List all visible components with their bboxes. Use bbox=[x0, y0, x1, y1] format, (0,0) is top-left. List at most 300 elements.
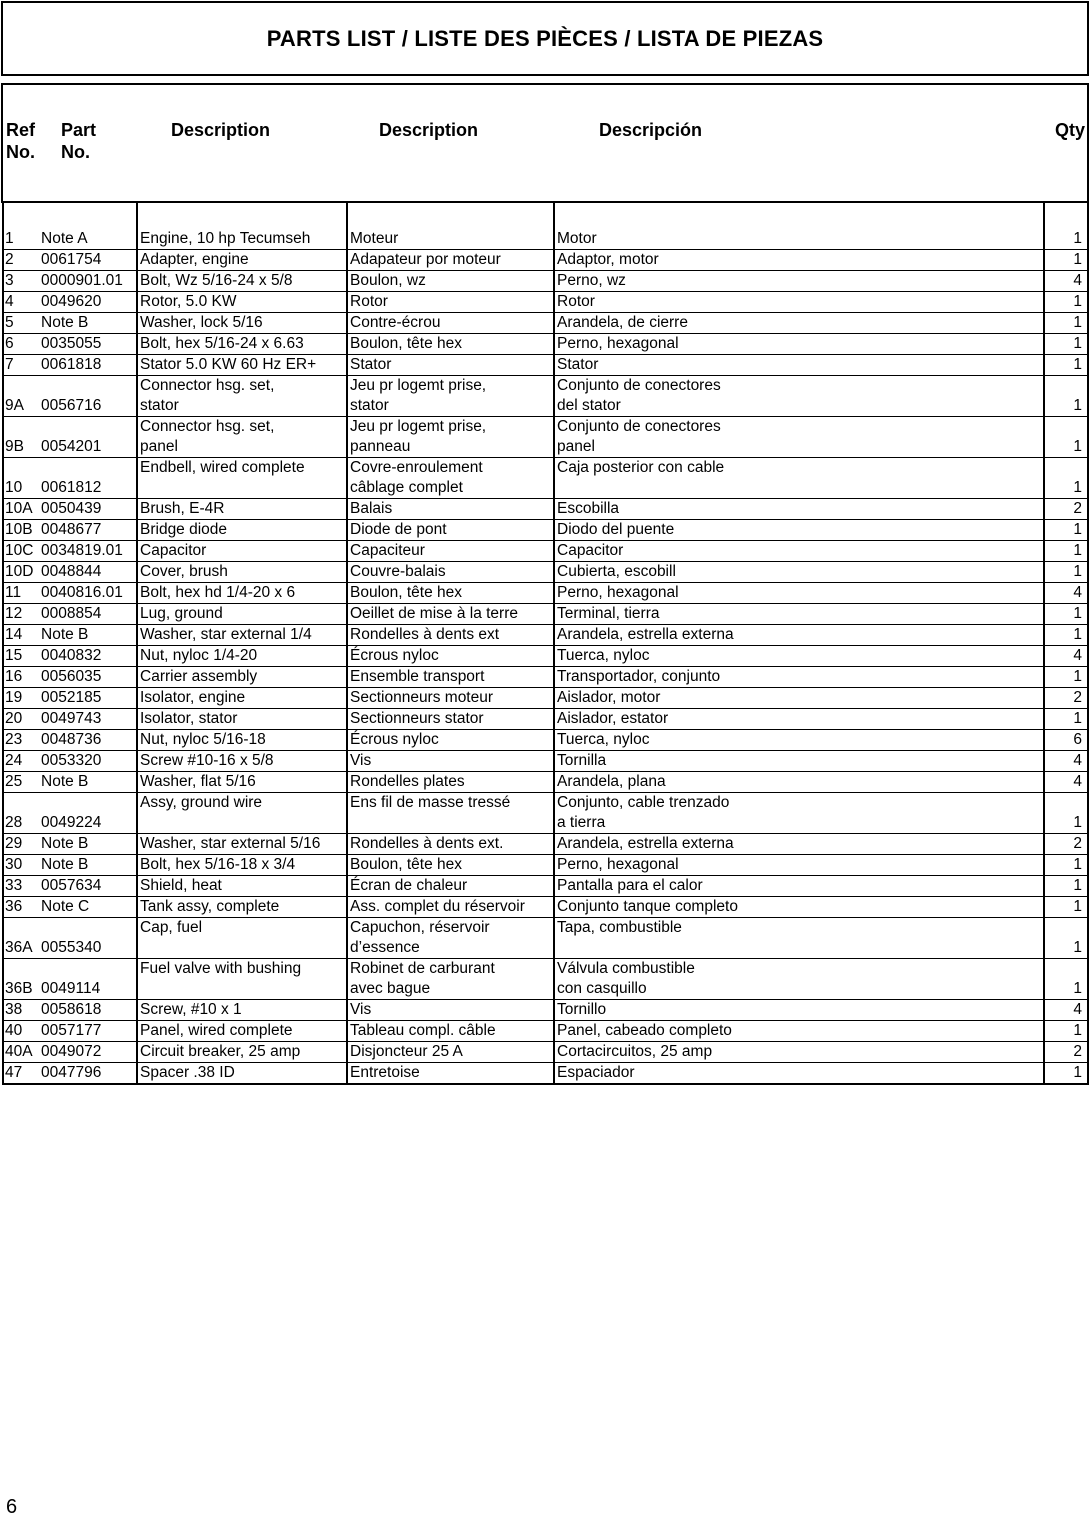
description-es-line: Adaptor, motor bbox=[557, 251, 659, 268]
description-fr bbox=[347, 646, 554, 667]
ref-number: 3 bbox=[3, 271, 39, 292]
description-en-line: Carrier assembly bbox=[140, 668, 258, 685]
part-number: 0049072 bbox=[39, 1042, 137, 1063]
description-es bbox=[554, 292, 1044, 313]
description-es-line: Arandela, estrella externa bbox=[557, 835, 734, 852]
quantity: 6 bbox=[1044, 730, 1088, 751]
part-number: 0049114 bbox=[39, 959, 137, 1000]
description-en bbox=[137, 604, 347, 625]
description-fr bbox=[347, 834, 554, 855]
quantity: 1 bbox=[1044, 458, 1088, 499]
ref-number: 1 bbox=[3, 229, 39, 250]
description-es bbox=[554, 417, 1044, 458]
description-es-line: Tapa, combustible bbox=[557, 919, 682, 936]
part-number: 0057634 bbox=[39, 876, 137, 897]
part-number: 0061812 bbox=[39, 458, 137, 499]
quantity: 1 bbox=[1044, 959, 1088, 1000]
quantity: 1 bbox=[1044, 918, 1088, 959]
description-es bbox=[554, 313, 1044, 334]
part-number: Note B bbox=[39, 313, 137, 334]
description-fr bbox=[347, 520, 554, 541]
table-row bbox=[3, 897, 1088, 918]
column-header-box bbox=[1, 83, 1089, 203]
description-en bbox=[137, 229, 347, 250]
description-fr bbox=[347, 313, 554, 334]
description-en-line: Washer, star external 1/4 bbox=[140, 626, 312, 643]
description-es-line: Conjunto tanque completo bbox=[557, 898, 738, 915]
description-es bbox=[554, 583, 1044, 604]
description-en bbox=[137, 499, 347, 520]
description-en-line: Washer, flat 5/16 bbox=[140, 773, 256, 790]
header-description-fr: Description bbox=[379, 120, 479, 140]
description-en bbox=[137, 751, 347, 772]
ref-number: 10A bbox=[3, 499, 39, 520]
description-es-line: Tuerca, nyloc bbox=[557, 731, 650, 748]
description-es-line: Diodo del puente bbox=[557, 521, 675, 538]
description-fr bbox=[347, 772, 554, 793]
spacer-cell bbox=[554, 202, 1044, 229]
table-row bbox=[3, 458, 1088, 499]
table-row bbox=[3, 876, 1088, 897]
description-es bbox=[554, 458, 1044, 499]
description-fr-line: Disjoncteur 25 A bbox=[350, 1043, 463, 1060]
description-fr bbox=[347, 667, 554, 688]
table-row bbox=[3, 541, 1088, 562]
description-es-line: Válvula combustible bbox=[557, 960, 695, 977]
header-ref-line1: Ref bbox=[6, 120, 36, 140]
description-fr bbox=[347, 355, 554, 376]
description-fr bbox=[347, 376, 554, 417]
description-fr-line: Boulon, tête hex bbox=[350, 335, 463, 352]
description-es bbox=[554, 355, 1044, 376]
description-fr bbox=[347, 959, 554, 1000]
description-fr bbox=[347, 417, 554, 458]
ref-number: 12 bbox=[3, 604, 39, 625]
description-es-line: Cortacircuitos, 25 amp bbox=[557, 1043, 713, 1060]
quantity: 1 bbox=[1044, 376, 1088, 417]
description-fr-line: Rondelles à dents ext bbox=[350, 626, 500, 643]
description-fr-line: Écrous nyloc bbox=[350, 647, 439, 664]
quantity: 1 bbox=[1044, 897, 1088, 918]
part-number: 0040816.01 bbox=[39, 583, 137, 604]
description-en bbox=[137, 897, 347, 918]
part-number: 0034819.01 bbox=[39, 541, 137, 562]
part-number: Note B bbox=[39, 834, 137, 855]
table-row bbox=[3, 271, 1088, 292]
table-row bbox=[3, 918, 1088, 959]
quantity: 2 bbox=[1044, 499, 1088, 520]
table-row bbox=[3, 751, 1088, 772]
description-fr-line: Rondelles plates bbox=[350, 773, 465, 790]
description-en bbox=[137, 772, 347, 793]
description-en-line: Spacer .38 ID bbox=[140, 1064, 235, 1081]
part-number: 0061754 bbox=[39, 250, 137, 271]
part-number: 0035055 bbox=[39, 334, 137, 355]
description-es bbox=[554, 1063, 1044, 1085]
description-es-line: Motor bbox=[557, 230, 597, 247]
description-en bbox=[137, 334, 347, 355]
description-es-line: Perno, hexagonal bbox=[557, 584, 679, 601]
description-fr bbox=[347, 1042, 554, 1063]
ref-number: 38 bbox=[3, 1000, 39, 1021]
description-fr bbox=[347, 541, 554, 562]
description-en bbox=[137, 959, 347, 1000]
description-en bbox=[137, 625, 347, 646]
description-fr bbox=[347, 562, 554, 583]
description-en-line: Isolator, engine bbox=[140, 689, 246, 706]
description-fr-line: Robinet de carburant bbox=[350, 960, 495, 977]
quantity: 1 bbox=[1044, 855, 1088, 876]
table-row bbox=[3, 376, 1088, 417]
ref-number: 10D bbox=[3, 562, 39, 583]
description-es bbox=[554, 625, 1044, 646]
description-es-line: Perno, wz bbox=[557, 272, 626, 289]
part-number: 0050439 bbox=[39, 499, 137, 520]
description-es-line: Escobilla bbox=[557, 500, 620, 517]
description-en bbox=[137, 709, 347, 730]
description-fr-line: Contre-écrou bbox=[350, 314, 441, 331]
part-number: Note B bbox=[39, 625, 137, 646]
quantity: 1 bbox=[1044, 562, 1088, 583]
quantity: 4 bbox=[1044, 751, 1088, 772]
ref-number: 25 bbox=[3, 772, 39, 793]
ref-number: 30 bbox=[3, 855, 39, 876]
description-fr-line: Capaciteur bbox=[350, 542, 425, 559]
title-box bbox=[1, 1, 1089, 76]
table-row bbox=[3, 1021, 1088, 1042]
description-en bbox=[137, 688, 347, 709]
description-en bbox=[137, 855, 347, 876]
description-en-line bbox=[140, 813, 344, 833]
description-fr-line: avec bague bbox=[350, 980, 431, 997]
description-es bbox=[554, 897, 1044, 918]
description-fr bbox=[347, 271, 554, 292]
header-ref bbox=[6, 119, 35, 163]
description-fr-line: Boulon, tête hex bbox=[350, 856, 463, 873]
description-en-line bbox=[140, 938, 344, 958]
description-es-line: Caja posterior con cable bbox=[557, 459, 725, 476]
quantity: 1 bbox=[1044, 334, 1088, 355]
header-part bbox=[61, 119, 96, 163]
description-es bbox=[554, 855, 1044, 876]
ref-number: 16 bbox=[3, 667, 39, 688]
quantity: 1 bbox=[1044, 667, 1088, 688]
description-fr-line: Capuchon, réservoir bbox=[350, 919, 490, 936]
ref-number: 15 bbox=[3, 646, 39, 667]
description-fr bbox=[347, 730, 554, 751]
page-title: PARTS LIST / LISTE DES PIÈCES / LISTA DE PIEZAS bbox=[266, 25, 824, 51]
description-en bbox=[137, 313, 347, 334]
quantity: 4 bbox=[1044, 772, 1088, 793]
description-es-line: Pantalla para el calor bbox=[557, 877, 703, 894]
description-es-line: Panel, cabeado completo bbox=[557, 1022, 732, 1039]
description-es bbox=[554, 271, 1044, 292]
table-row bbox=[3, 499, 1088, 520]
description-fr-line: Couvre-balais bbox=[350, 563, 446, 580]
table-row bbox=[3, 292, 1088, 313]
table-row bbox=[3, 1042, 1088, 1063]
description-en-line: Capacitor bbox=[140, 542, 207, 559]
quantity: 4 bbox=[1044, 1000, 1088, 1021]
description-fr bbox=[347, 625, 554, 646]
description-en-line: Lug, ground bbox=[140, 605, 223, 622]
description-es-line: del stator bbox=[557, 397, 621, 414]
description-en-line: Rotor, 5.0 KW bbox=[140, 293, 237, 310]
ref-number: 23 bbox=[3, 730, 39, 751]
part-number: Note C bbox=[39, 897, 137, 918]
description-es-line: Aislador, estator bbox=[557, 710, 669, 727]
description-fr-line: Sectionneurs moteur bbox=[350, 689, 494, 706]
description-en-line bbox=[140, 478, 344, 498]
description-en bbox=[137, 292, 347, 313]
description-es bbox=[554, 709, 1044, 730]
description-es bbox=[554, 751, 1044, 772]
description-es bbox=[554, 834, 1044, 855]
description-es bbox=[554, 541, 1044, 562]
quantity: 1 bbox=[1044, 876, 1088, 897]
description-es-line: Terminal, tierra bbox=[557, 605, 660, 622]
ref-number: 10 bbox=[3, 458, 39, 499]
description-en bbox=[137, 541, 347, 562]
description-fr-line: Vis bbox=[350, 752, 372, 769]
ref-number: 5 bbox=[3, 313, 39, 334]
spacer-cell bbox=[1044, 202, 1088, 229]
description-en bbox=[137, 1063, 347, 1085]
description-fr bbox=[347, 897, 554, 918]
table-row bbox=[3, 250, 1088, 271]
description-es bbox=[554, 499, 1044, 520]
table-row bbox=[3, 520, 1088, 541]
description-fr-line: Covre-enroulement bbox=[350, 459, 483, 476]
description-fr bbox=[347, 583, 554, 604]
ref-number: 33 bbox=[3, 876, 39, 897]
spacer-cell bbox=[39, 202, 137, 229]
ref-number: 40 bbox=[3, 1021, 39, 1042]
description-es-line: Capacitor bbox=[557, 542, 624, 559]
ref-number: 2 bbox=[3, 250, 39, 271]
part-number: 0056716 bbox=[39, 376, 137, 417]
part-number: 0053320 bbox=[39, 751, 137, 772]
description-es bbox=[554, 688, 1044, 709]
description-es-line: panel bbox=[557, 438, 595, 455]
description-es-line: Tornillo bbox=[557, 1001, 607, 1018]
quantity: 1 bbox=[1044, 292, 1088, 313]
description-en-line: Isolator, stator bbox=[140, 710, 238, 727]
description-en bbox=[137, 458, 347, 499]
description-en-line: Tank assy, complete bbox=[140, 898, 280, 915]
description-en-line: Bolt, hex hd 1/4-20 x 6 bbox=[140, 584, 296, 601]
description-es-line: Tornilla bbox=[557, 752, 607, 769]
ref-number: 9A bbox=[3, 376, 39, 417]
parts-table bbox=[2, 201, 1089, 1085]
quantity: 4 bbox=[1044, 271, 1088, 292]
ref-number: 28 bbox=[3, 793, 39, 834]
table-row bbox=[3, 772, 1088, 793]
description-es-line: Arandela, estrella externa bbox=[557, 626, 734, 643]
table-row bbox=[3, 604, 1088, 625]
description-es-line: a tierra bbox=[557, 814, 606, 831]
description-en-line: Washer, lock 5/16 bbox=[140, 314, 263, 331]
description-es bbox=[554, 959, 1044, 1000]
ref-number: 11 bbox=[3, 583, 39, 604]
description-en-line: Panel, wired complete bbox=[140, 1022, 293, 1039]
description-es bbox=[554, 667, 1044, 688]
description-es bbox=[554, 1021, 1044, 1042]
part-number: Note B bbox=[39, 855, 137, 876]
description-en-line: Stator 5.0 KW 60 Hz ER+ bbox=[140, 356, 317, 373]
description-en-line: Brush, E-4R bbox=[140, 500, 225, 517]
description-fr bbox=[347, 876, 554, 897]
quantity: 1 bbox=[1044, 229, 1088, 250]
ref-number: 40A bbox=[3, 1042, 39, 1063]
description-en bbox=[137, 520, 347, 541]
description-en bbox=[137, 1042, 347, 1063]
description-fr-line: Stator bbox=[350, 356, 392, 373]
description-en-line: Assy, ground wire bbox=[140, 794, 263, 811]
ref-number: 10B bbox=[3, 520, 39, 541]
description-es-line: Stator bbox=[557, 356, 599, 373]
part-number: 0008854 bbox=[39, 604, 137, 625]
description-en-line: Circuit breaker, 25 amp bbox=[140, 1043, 301, 1060]
ref-number: 10C bbox=[3, 541, 39, 562]
description-es-line: Arandela, de cierre bbox=[557, 314, 688, 331]
description-es-line bbox=[557, 478, 1041, 498]
table-row bbox=[3, 730, 1088, 751]
description-en-line: Endbell, wired complete bbox=[140, 459, 305, 476]
description-en bbox=[137, 417, 347, 458]
quantity: 1 bbox=[1044, 604, 1088, 625]
description-en bbox=[137, 562, 347, 583]
description-fr-line bbox=[350, 813, 551, 833]
description-en bbox=[137, 918, 347, 959]
part-number: 0055340 bbox=[39, 918, 137, 959]
description-en bbox=[137, 583, 347, 604]
description-es bbox=[554, 646, 1044, 667]
ref-number: 14 bbox=[3, 625, 39, 646]
description-fr-line: d’essence bbox=[350, 939, 420, 956]
description-es-line: Conjunto de conectores bbox=[557, 377, 721, 394]
quantity: 1 bbox=[1044, 793, 1088, 834]
description-fr-line: Boulon, tête hex bbox=[350, 584, 463, 601]
table-row bbox=[3, 646, 1088, 667]
description-fr bbox=[347, 292, 554, 313]
description-fr bbox=[347, 604, 554, 625]
table-row bbox=[3, 355, 1088, 376]
description-fr-line: Ass. complet du réservoir bbox=[350, 898, 525, 915]
description-en-line: Fuel valve with bushing bbox=[140, 960, 302, 977]
description-fr-line: Moteur bbox=[350, 230, 399, 247]
parts-table-body bbox=[3, 202, 1088, 1084]
description-en bbox=[137, 876, 347, 897]
table-row bbox=[3, 625, 1088, 646]
description-es-line: con casquillo bbox=[557, 980, 647, 997]
part-number: 0054201 bbox=[39, 417, 137, 458]
part-number: 0057177 bbox=[39, 1021, 137, 1042]
part-number: 0056035 bbox=[39, 667, 137, 688]
description-en-line: Shield, heat bbox=[140, 877, 222, 894]
description-en-line: Adapter, engine bbox=[140, 251, 249, 268]
description-es bbox=[554, 793, 1044, 834]
table-row bbox=[3, 834, 1088, 855]
quantity: 1 bbox=[1044, 1021, 1088, 1042]
description-fr bbox=[347, 250, 554, 271]
description-fr-line: Jeu pr logemt prise, bbox=[350, 377, 487, 394]
ref-number: 36A bbox=[3, 918, 39, 959]
quantity: 1 bbox=[1044, 625, 1088, 646]
description-fr bbox=[347, 688, 554, 709]
description-en-line: Engine, 10 hp Tecumseh bbox=[140, 230, 311, 247]
description-en-line: Connector hsg. set, bbox=[140, 418, 275, 435]
description-fr-line: panneau bbox=[350, 438, 411, 455]
description-fr-line: Oeillet de mise à la terre bbox=[350, 605, 518, 622]
table-spacer-row bbox=[3, 202, 1088, 229]
header-description-en: Description bbox=[171, 120, 271, 140]
ref-number: 9B bbox=[3, 417, 39, 458]
description-es-line: Perno, hexagonal bbox=[557, 335, 679, 352]
part-number: 0000901.01 bbox=[39, 271, 137, 292]
description-fr-line: Adapateur por moteur bbox=[350, 251, 501, 268]
description-fr-line: Boulon, wz bbox=[350, 272, 426, 289]
description-en-line: Nut, nyloc 5/16-18 bbox=[140, 731, 266, 748]
description-en bbox=[137, 271, 347, 292]
page-number: 6 bbox=[6, 1496, 18, 1518]
quantity: 1 bbox=[1044, 709, 1088, 730]
ref-number: 6 bbox=[3, 334, 39, 355]
description-es bbox=[554, 229, 1044, 250]
description-es-line: Conjunto, cable trenzado bbox=[557, 794, 730, 811]
description-en-line bbox=[140, 979, 344, 999]
table-row bbox=[3, 959, 1088, 1000]
description-es-line: Transportador, conjunto bbox=[557, 668, 721, 685]
quantity: 1 bbox=[1044, 250, 1088, 271]
table-row bbox=[3, 855, 1088, 876]
description-es bbox=[554, 562, 1044, 583]
description-fr-line: Diode de pont bbox=[350, 521, 447, 538]
description-en-line: Cap, fuel bbox=[140, 919, 203, 936]
description-fr bbox=[347, 1063, 554, 1085]
quantity: 2 bbox=[1044, 1042, 1088, 1063]
quantity: 4 bbox=[1044, 583, 1088, 604]
description-es bbox=[554, 730, 1044, 751]
part-number: 0040832 bbox=[39, 646, 137, 667]
table-row bbox=[3, 417, 1088, 458]
description-en bbox=[137, 667, 347, 688]
part-number: 0049224 bbox=[39, 793, 137, 834]
table-row bbox=[3, 688, 1088, 709]
ref-number: 4 bbox=[3, 292, 39, 313]
spacer-cell bbox=[137, 202, 347, 229]
description-fr-line: Écran de chaleur bbox=[350, 877, 468, 894]
description-fr-line: stator bbox=[350, 397, 389, 414]
description-en-line: Bolt, Wz 5/16-24 x 5/8 bbox=[140, 272, 293, 289]
description-fr-line: Tableau compl. câble bbox=[350, 1022, 496, 1039]
header-description-es: Descripción bbox=[599, 120, 703, 140]
table-row bbox=[3, 583, 1088, 604]
description-fr-line: Jeu pr logemt prise, bbox=[350, 418, 487, 435]
description-en-line: Bolt, hex 5/16-24 x 6.63 bbox=[140, 335, 304, 352]
description-es bbox=[554, 1000, 1044, 1021]
description-en-line: Cover, brush bbox=[140, 563, 228, 580]
description-es-line bbox=[557, 938, 1041, 958]
description-en bbox=[137, 355, 347, 376]
part-number: 0048736 bbox=[39, 730, 137, 751]
description-es-line: Perno, hexagonal bbox=[557, 856, 679, 873]
description-fr-line: Rotor bbox=[350, 293, 388, 310]
description-es bbox=[554, 520, 1044, 541]
description-es-line: Cubierta, escobill bbox=[557, 563, 676, 580]
description-en bbox=[137, 834, 347, 855]
table-row bbox=[3, 709, 1088, 730]
